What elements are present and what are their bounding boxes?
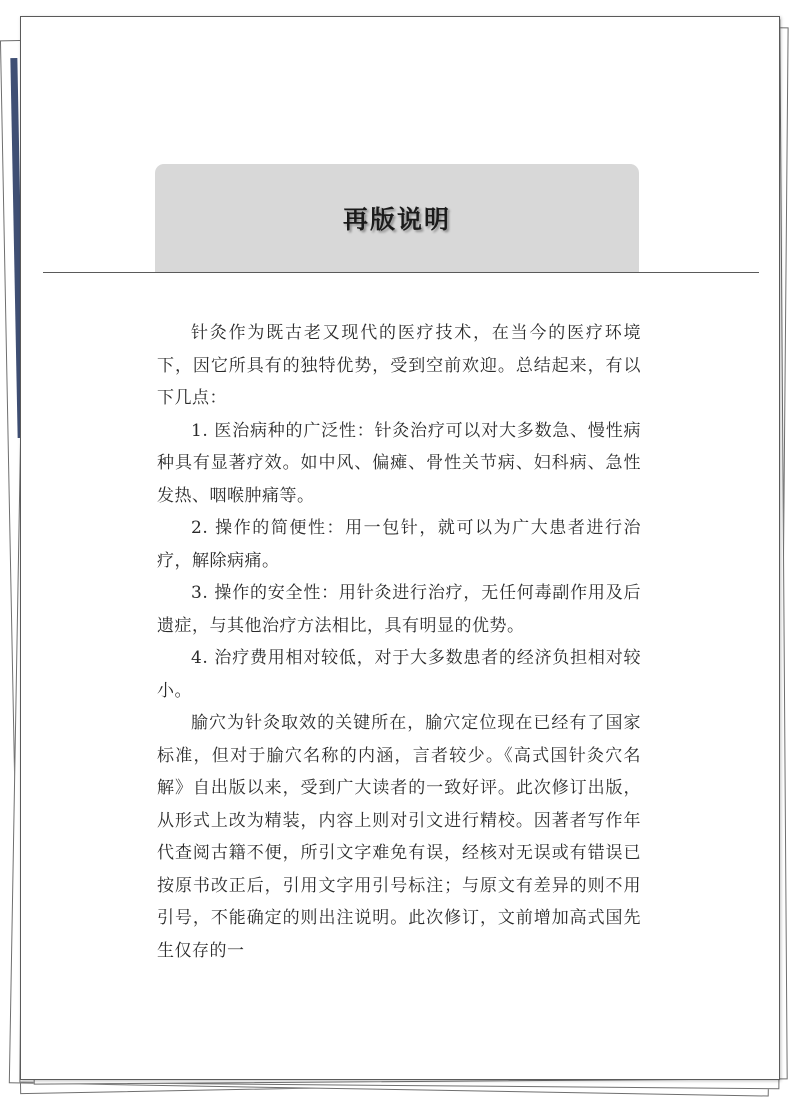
title-banner — [155, 164, 639, 272]
page-title: 再版说明 — [342, 205, 451, 234]
paragraph-point-4: 4. 治疗费用相对较低，对于大多数患者的经济负担相对较小。 — [157, 648, 641, 701]
body-text — [157, 317, 641, 967]
document-page — [20, 16, 780, 1080]
paragraph-point-1: 1. 医治病种的广泛性：针灸治疗可以对大多数急、慢性病种具有显著疗效。如中风、偏瘫、骨性关节病、妇科病、急性发热、咽喉肿痛等。 — [157, 420, 641, 506]
paragraph-point-2: 2. 操作的简便性：用一包针，就可以为广大患者进行治疗，解除病痛。 — [157, 518, 641, 571]
paragraph-acupoints: 腧穴为针灸取效的关键所在，腧穴定位现在已经有了国家标准，但对于腧穴名称的内涵，言者较少。《高式国针灸穴名解》自出版以来，受到广大读者的一致好评。此次修订出版，从形式上改为精装，内容上则对引文进行精校。因著者写作年代查阅古籍不便，所引文字难免有误，经核对无误或有错误已按原书改正后，引用文字用引号标注；与原文有差异的则不用引号，不能确定的则出注说明。此次修订，文前增加高式国先生仅存的一 — [157, 713, 641, 961]
paragraph-intro: 针灸作为既古老又现代的医疗技术，在当今的医疗环境下，因它所具有的独特优势，受到空前欢迎。总结起来，有以下几点： — [157, 323, 641, 408]
paragraph-point-3: 3. 操作的安全性：用针灸进行治疗，无任何毒副作用及后遗症，与其他治疗方法相比，具有明显的优势。 — [157, 583, 641, 636]
title-divider — [43, 272, 759, 273]
